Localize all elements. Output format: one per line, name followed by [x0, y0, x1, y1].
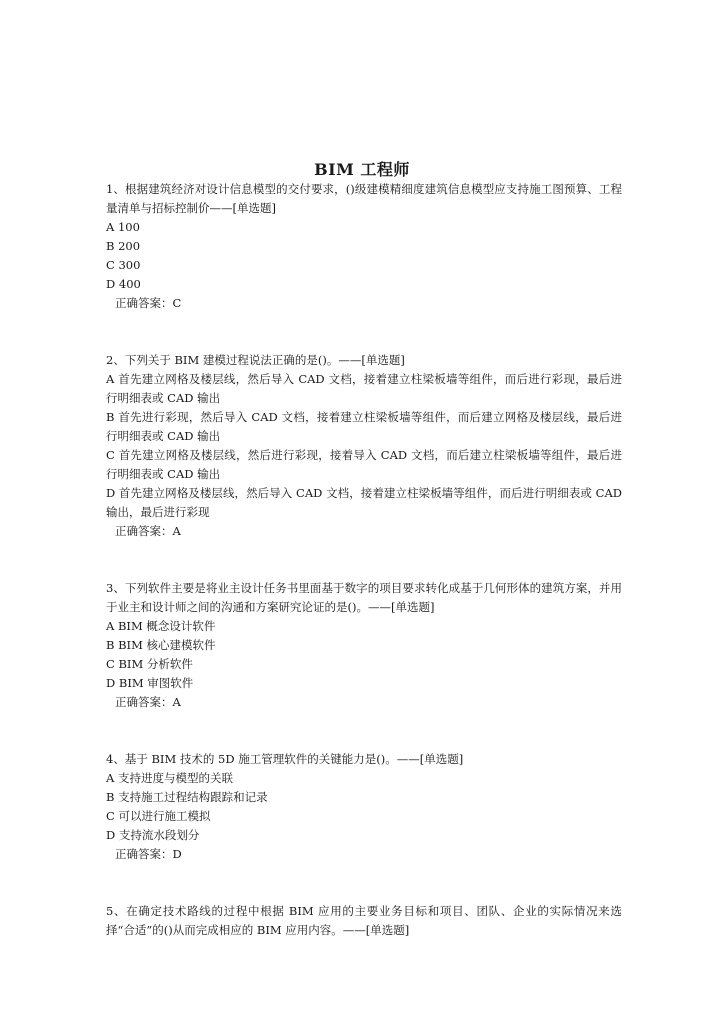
- question-spacer: [106, 541, 622, 579]
- question-stem: 4、基于 BIM 技术的 5D 施工管理软件的关键能力是()。——[单选题]: [106, 752, 464, 766]
- correct-answer: 正确答案：A: [115, 524, 181, 538]
- option-c: C BIM 分析软件: [106, 657, 193, 671]
- option-a: A 支持进度与模型的关联: [106, 771, 233, 785]
- question-1: [106, 180, 622, 313]
- question-stem: 2、下列关于 BIM 建模过程说法正确的是()。——[单选题]: [106, 353, 405, 367]
- page-title: BIM 工程师: [314, 160, 410, 179]
- question-5: [106, 902, 622, 940]
- question-4: [106, 750, 622, 864]
- question-list: [106, 180, 622, 940]
- option-c: C 可以进行施工模拟: [106, 809, 211, 823]
- option-b: B 首先进行彩现，然后导入 CAD 文档，接着建立柱梁板墙等组件，而后建立网格及楼层线，最后进行明细表或 CAD 输出: [106, 410, 622, 443]
- question-stem: 5、在确定技术路线的过程中根据 BIM 应用的主要业务目标和项目、团队、企业的实际情况来选择“合适”的()从而完成相应的 BIM 应用内容。——[单选题]: [106, 904, 622, 937]
- option-b: B 200: [106, 239, 141, 253]
- correct-answer: 正确答案：A: [115, 695, 181, 709]
- question-2: [106, 351, 622, 541]
- option-c: C 首先建立网格及楼层线，然后进行彩现，接着导入 CAD 文档，而后建立柱梁板墙等组件，最后进行明细表或 CAD 输出: [106, 448, 622, 481]
- correct-answer: 正确答案：C: [115, 296, 182, 310]
- option-d: D 支持流水段划分: [106, 828, 200, 842]
- option-d: D 首先建立网格及楼层线，然后导入 CAD 文档，接着建立柱梁板墙等组件，而后进行明细表或 CAD 输出，最后进行彩现: [106, 486, 622, 519]
- option-a: A BIM 概念设计软件: [106, 619, 216, 633]
- correct-answer: 正确答案：D: [115, 847, 182, 861]
- option-a: A 首先建立网格及楼层线，然后导入 CAD 文档，接着建立柱梁板墙等组件，而后进行彩现，最后进行明细表或 CAD 输出: [106, 372, 622, 405]
- option-b: B BIM 核心建模软件: [106, 638, 216, 652]
- option-b: B 支持施工过程结构跟踪和记录: [106, 790, 268, 804]
- option-d: D 400: [106, 277, 141, 291]
- question-spacer: [106, 864, 622, 902]
- question-spacer: [106, 313, 622, 351]
- question-stem: 1、根据建筑经济对设计信息模型的交付要求，()级建模精细度建筑信息模型应支持施工图预算、工程量清单与招标控制价——[单选题]: [106, 182, 622, 215]
- option-c: C 300: [106, 258, 141, 272]
- option-a: A 100: [106, 220, 140, 234]
- question-stem: 3、下列软件主要是将业主设计任务书里面基于数字的项目要求转化成基于几何形体的建筑方案，并用于业主和设计师之间的沟通和方案研究论证的是()。——[单选题]: [106, 581, 622, 614]
- question-spacer: [106, 712, 622, 750]
- option-d: D BIM 审图软件: [106, 676, 194, 690]
- question-3: [106, 579, 622, 712]
